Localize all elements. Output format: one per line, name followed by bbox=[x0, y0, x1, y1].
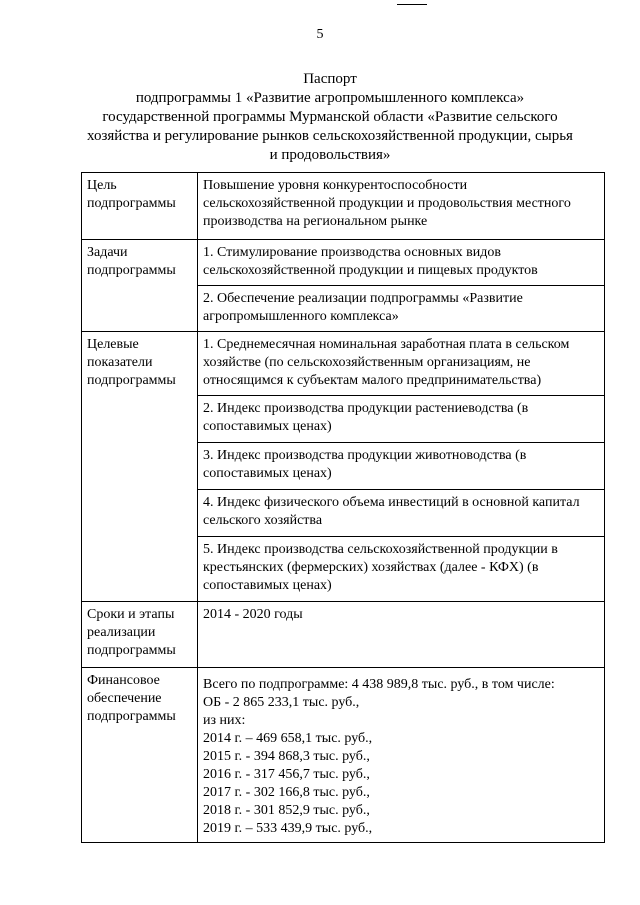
finance-line: 2015 г. - 394 868,3 тыс. руб., bbox=[203, 749, 370, 764]
indicator-item-5: 5. Индекс производства сельскохозяйственной продукции в крестьянских (фермерских) хозяйствах (далее - КФХ) (в сопоставимых ценах) bbox=[198, 537, 605, 602]
indicators-label: Целевые показатели подпрограммы bbox=[82, 332, 198, 602]
passport-table bbox=[81, 172, 605, 843]
heading-title: Паспорт bbox=[303, 71, 357, 87]
heading-line-3: государственной программы Мурманской области «Развитие сельского bbox=[102, 109, 558, 125]
task-item-2: 2. Обеспечение реализации подпрограммы «Развитие агропромышленного комплекса» bbox=[198, 286, 605, 332]
heading-line-2: подпрограммы 1 «Развитие агропромышленного комплекса» bbox=[135, 90, 525, 106]
indicator-item-1: 1. Среднемесячная номинальная заработная плата в сельском хозяйстве (по сельскохозяйственным организациям, не относящимся к субъектам малого предпринимательства) bbox=[198, 332, 605, 396]
goal-value: Повышение уровня конкурентоспособности сельскохозяйственной продукции и продовольствия местного производства на региональном рынке bbox=[198, 173, 605, 240]
terms-value: 2014 - 2020 годы bbox=[198, 602, 605, 668]
terms-label: Сроки и этапы реализации подпрограммы bbox=[82, 602, 198, 668]
finance-line: 2019 г. – 533 439,9 тыс. руб., bbox=[203, 821, 373, 836]
indicator-item-3: 3. Индекс производства продукции животноводства (в сопоставимых ценах) bbox=[198, 443, 605, 490]
finance-label: Финансовое обеспечение подпрограммы bbox=[82, 668, 198, 843]
finance-line: 2014 г. – 469 658,1 тыс. руб., bbox=[203, 731, 373, 746]
table-row-tasks-1 bbox=[82, 240, 605, 286]
document-heading bbox=[70, 70, 590, 165]
top-rule bbox=[397, 4, 427, 5]
table-row-goal bbox=[82, 173, 605, 240]
finance-line: ОБ - 2 865 233,1 тыс. руб., bbox=[203, 695, 360, 710]
heading-line-4: хозяйства и регулирование рынков сельскохозяйственной продукции, сырья bbox=[87, 128, 573, 144]
finance-line: 2017 г. - 302 166,8 тыс. руб., bbox=[203, 785, 370, 800]
table-row-indicators-1 bbox=[82, 332, 605, 396]
finance-line: 2016 г. - 317 456,7 тыс. руб., bbox=[203, 767, 370, 782]
indicator-item-2: 2. Индекс производства продукции растениеводства (в сопоставимых ценах) bbox=[198, 396, 605, 443]
table-row-terms bbox=[82, 602, 605, 668]
finance-line: из них: bbox=[203, 713, 246, 728]
finance-value bbox=[198, 668, 605, 843]
indicator-item-4: 4. Индекс физического объема инвестиций в основной капитал сельского хозяйства bbox=[198, 490, 605, 537]
table-row-finance bbox=[82, 668, 605, 843]
heading-line-5: и продовольствия» bbox=[269, 147, 391, 163]
finance-line: 2018 г. - 301 852,9 тыс. руб., bbox=[203, 803, 370, 818]
goal-label: Цель подпрограммы bbox=[82, 173, 198, 240]
finance-line: Всего по подпрограмме: 4 438 989,8 тыс. руб., в том числе: bbox=[203, 677, 555, 692]
tasks-label: Задачи подпрограммы bbox=[82, 240, 198, 332]
task-item-1: 1. Стимулирование производства основных видов сельскохозяйственной продукции и пищевых продуктов bbox=[198, 240, 605, 286]
page-number: 5 bbox=[316, 27, 324, 42]
